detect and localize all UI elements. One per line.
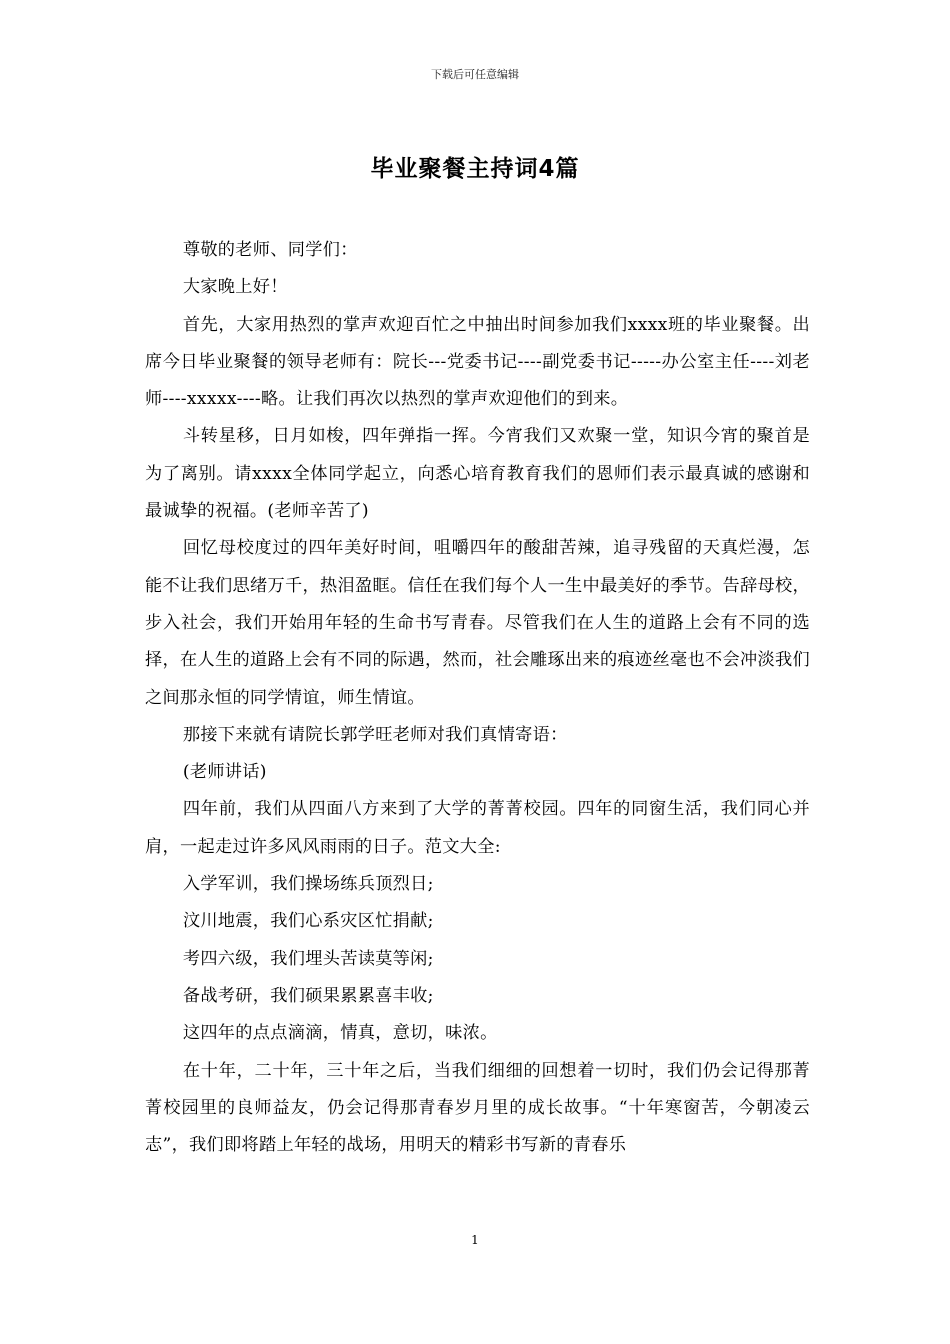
paragraph-earthquake: 汶川地震，我们心系灾区忙捐献;	[182, 911, 434, 932]
paragraph-future: 在十年，二十年，三十年之后，当我们细细的回想着一切时，我们仍会记得那菁菁校园里的良师益友，仍会记得那青春岁月里的成长故事。“十年寒窗苦，今朝凌云志”，我们即将踏上年轻的战场，用明天的精彩书写新的青春乐	[145, 1060, 810, 1156]
document-body	[145, 232, 810, 1164]
paragraph-invite-dean: 那接下来就有请院长郭学旺老师对我们真情寄语：	[182, 724, 568, 745]
paragraph-postgrad-exam: 备战考研，我们硕果累累喜丰收;	[182, 985, 434, 1006]
paragraph-good-evening: 大家晚上好！	[182, 277, 288, 298]
paragraph-four-years-ago: 四年前，我们从四面八方来到了大学的菁菁校园。四年的同窗生活，我们同心并肩，一起走过许多风风雨雨的日子。范文大全:	[145, 799, 810, 857]
paragraph-cet-exam: 考四六级，我们埋头苦读莫等闲;	[182, 948, 434, 969]
page-number: 1	[471, 1233, 479, 1247]
document-title: 毕业聚餐主持词4篇	[370, 156, 580, 182]
paragraph-thank-teachers: 斗转星移，日月如梭，四年弹指一挥。今宵我们又欢聚一堂，知识今宵的聚首是为了离别。请xxxx全体同学起立，向悉心培育教育我们的恩师们表示最真诚的感谢和最诚挚的祝福。(老师辛苦了)	[145, 426, 810, 522]
paragraph-memories: 回忆母校度过的四年美好时间，咀嚼四年的酸甜苦辣，追寻残留的天真烂漫，怎能不让我们思绪万千，热泪盈眶。信任在我们每个人一生中最美好的季节。告辞母校，步入社会，我们开始用年轻的生命书写青春。尽管我们在人生的道路上会有不同的选择，在人生的道路上会有不同的际遇，然而，社会雕琢出来的痕迹丝毫也不会冲淡我们之间那永恒的同学情谊，师生情谊。	[145, 538, 810, 708]
paragraph-greeting: 尊敬的老师、同学们：	[182, 240, 358, 260]
paragraph-four-years-summary: 这四年的点点滴滴，情真，意切，味浓。	[182, 1023, 498, 1044]
paragraph-welcome-leaders: 首先，大家用热烈的掌声欢迎百忙之中抽出时间参加我们xxxx班的毕业聚餐。出席今日毕业聚餐的领导老师有：院长---党委书记----副党委书记-----办公室主任----刘老师----xxxxx----略。让我们再次以热烈的掌声欢迎他们的到来。	[145, 314, 810, 410]
paragraph-teacher-speech: (老师讲话)	[182, 762, 267, 783]
page-header: 下载后可任意编辑	[431, 68, 519, 81]
paragraph-military-training: 入学军训，我们操场练兵顶烈日;	[182, 874, 434, 895]
